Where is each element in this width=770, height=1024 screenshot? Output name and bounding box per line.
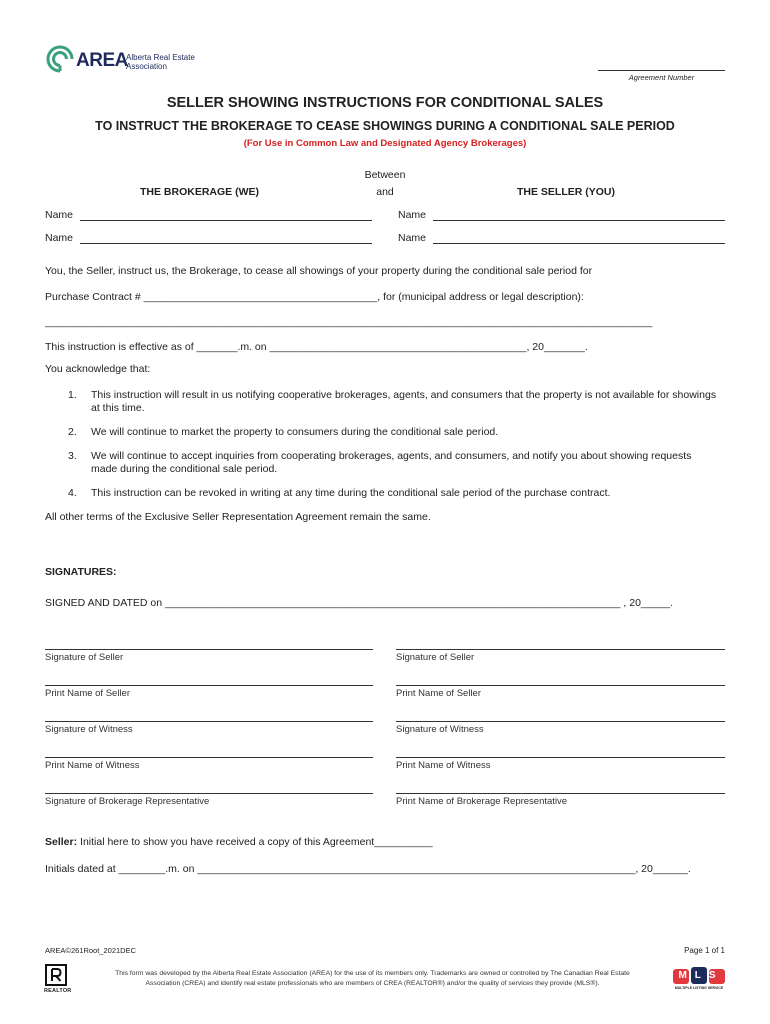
ack-item-4-num: 4.	[68, 487, 77, 499]
mls-sublabel: MULTIPLE LISTING SERVICE	[674, 986, 724, 990]
ack-item-2-num: 2.	[68, 426, 77, 438]
brokerage-rep-signature-label: Signature of Brokerage Representative	[45, 796, 210, 807]
purchase-contract-field[interactable]: ________________________________________	[143, 291, 378, 303]
initials-dated-field[interactable]: Initials dated at ________.m. on ___________________________________________________________________________, 20______.	[45, 863, 691, 875]
purchase-contract-suffix: , for (municipal address or legal description):	[377, 291, 584, 303]
address-field[interactable]: ________________________________________________________________________________________________________	[45, 316, 653, 328]
seller-initials-bold-label: Seller:	[45, 836, 78, 848]
seller-initials-text: Initial here to show you have received a copy of this Agreement__________	[77, 836, 433, 848]
page-title: SELLER SHOWING INSTRUCTIONS FOR CONDITIONAL SALES	[166, 95, 604, 111]
mls-logo	[672, 966, 726, 992]
seller-heading: THE SELLER (YOU)	[517, 186, 616, 198]
ack-item-4-text: This instruction can be revoked in writing at any time during the conditional sale period of the purchase contract.	[91, 487, 611, 499]
witness-print-name-line-right[interactable]	[396, 757, 725, 758]
seller-name-label-1: Name	[398, 209, 427, 221]
brokerage-name-field-1[interactable]	[80, 220, 372, 221]
brokerage-name-label-2: Name	[45, 232, 74, 244]
seller-name-field-2[interactable]	[433, 243, 725, 244]
ack-item-1-num: 1.	[68, 389, 77, 401]
seller-print-name-label-right: Print Name of Seller	[396, 688, 482, 699]
seller-initials-field[interactable]	[45, 836, 433, 848]
seller-print-name-line-left[interactable]	[45, 685, 373, 686]
agreement-number-line[interactable]	[598, 70, 725, 71]
witness-signature-line-left[interactable]	[45, 721, 373, 722]
ack-item-1-text: This instruction will result in us notifying cooperative brokerages, agents, and consumers that the property is not available for showings at this time.	[91, 389, 717, 414]
brokerage-name-field-2[interactable]	[80, 243, 372, 244]
area-logo-icon	[46, 45, 74, 73]
seller-print-name-line-right[interactable]	[396, 685, 725, 686]
ack-item-2-text: We will continue to market the property to consumers during the conditional sale period.	[91, 426, 499, 438]
witness-signature-label-left: Signature of Witness	[45, 724, 133, 735]
logo-org-line1: Alberta Real Estate	[126, 53, 195, 62]
seller-signature-line-right[interactable]	[396, 649, 725, 650]
brokerage-name-label-1: Name	[45, 209, 74, 221]
mls-label: MLS	[678, 970, 724, 981]
seller-signature-label-left: Signature of Seller	[45, 652, 124, 663]
brokerage-rep-print-name-label: Print Name of Brokerage Representative	[396, 796, 568, 807]
brokerage-heading: THE BROKERAGE (WE)	[140, 186, 259, 198]
seller-name-field-1[interactable]	[433, 220, 725, 221]
ack-item-3-text: We will continue to accept inquiries from cooperating brokerages, agents, and consumers, and notify you about showing requests made during the conditional sale period.	[91, 450, 692, 475]
witness-signature-line-right[interactable]	[396, 721, 725, 722]
other-terms-text: All other terms of the Exclusive Seller Representation Agreement remain the same.	[45, 511, 431, 523]
area-logo	[46, 45, 216, 77]
agreement-number-label: Agreement Number	[628, 73, 695, 82]
signatures-heading: SIGNATURES:	[45, 566, 117, 578]
usage-note: (For Use in Common Law and Designated Agency Brokerages)	[243, 138, 527, 149]
brokerage-rep-signature-line[interactable]	[45, 793, 373, 794]
form-code: AREA©261Root_2021DEC	[45, 946, 136, 955]
page-number: Page 1 of 1	[684, 946, 725, 955]
realtor-r-icon	[45, 964, 67, 986]
disclaimer-line-2: Association (CREA) and identify real estate professionals who are members of CREA (REALTOR®) and/or the quality of services they provide (MLS®).	[145, 980, 600, 987]
seller-signature-label-right: Signature of Seller	[396, 652, 475, 663]
purchase-contract-line	[45, 291, 584, 303]
witness-print-name-line-left[interactable]	[45, 757, 373, 758]
realtor-label: REALTOR	[44, 988, 72, 994]
and-label: and	[376, 186, 394, 198]
seller-name-label-2: Name	[398, 232, 427, 244]
seller-print-name-label-left: Print Name of Seller	[45, 688, 131, 699]
instruction-text: You, the Seller, instruct us, the Brokerage, to cease all showings of your property during the conditional sale period for	[45, 265, 593, 277]
between-label: Between	[364, 169, 406, 181]
footer-disclaimer	[75, 969, 670, 989]
witness-print-name-label-left: Print Name of Witness	[45, 760, 140, 771]
disclaimer-line-1: This form was developed by the Alberta Real Estate Association (AREA) for the use of its members only. Trademarks are owned or controlled by The Canadian Real Estate	[115, 970, 630, 977]
signed-dated-field[interactable]: SIGNED AND DATED on ______________________________________________________________________________ , 20_____.	[45, 597, 674, 609]
brokerage-rep-print-name-line[interactable]	[396, 793, 725, 794]
witness-signature-label-right: Signature of Witness	[396, 724, 484, 735]
acknowledge-text: You acknowledge that:	[45, 363, 151, 375]
ack-item-3-num: 3.	[68, 450, 77, 462]
realtor-logo	[45, 964, 73, 998]
effective-date-text[interactable]: This instruction is effective as of _______.m. on ____________________________________________, 20_______.	[45, 341, 588, 353]
purchase-contract-prefix: Purchase Contract #	[45, 291, 144, 303]
witness-print-name-label-right: Print Name of Witness	[396, 760, 491, 771]
seller-signature-line-left[interactable]	[45, 649, 373, 650]
logo-org-line2: Association	[126, 62, 167, 71]
logo-brand: AREA	[76, 50, 128, 71]
page-subtitle: TO INSTRUCT THE BROKERAGE TO CEASE SHOWINGS DURING A CONDITIONAL SALE PERIOD	[95, 119, 675, 133]
